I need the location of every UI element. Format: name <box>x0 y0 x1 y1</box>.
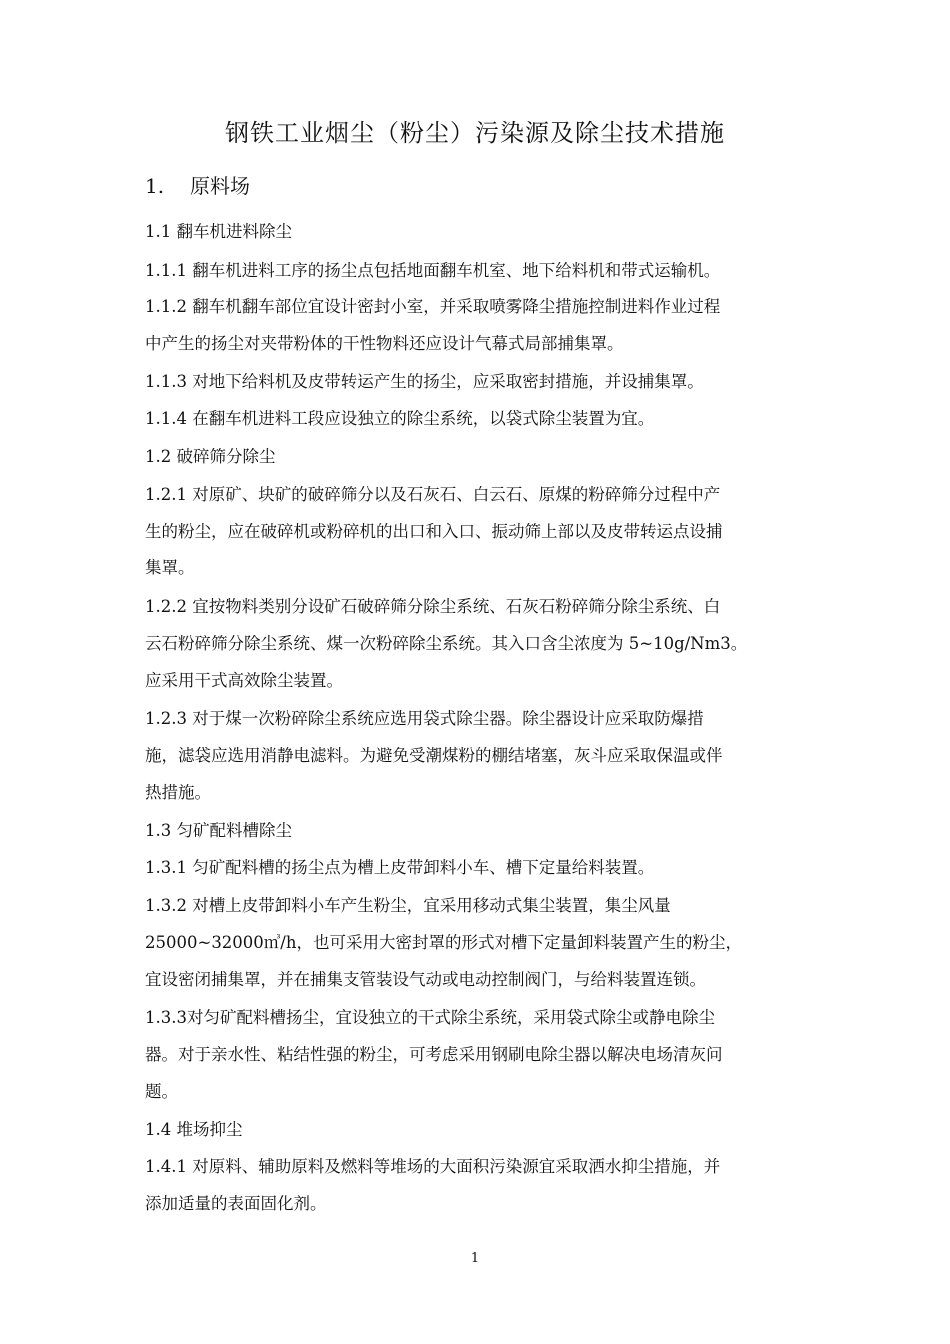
body-line: 1.1.2 翻车机翻车部位宜设计密封小室，并采取喷雾降尘措施控制进料作业过程 <box>145 297 721 316</box>
body-line: 1.1.1 翻车机进料工序的扬尘点包括地面翻车机室、地下给料机和带式运输机。 <box>145 261 721 280</box>
body-line: 1.1 翻车机进料除尘 <box>145 222 292 241</box>
body-line: 1.1.3 对地下给料机及皮带转运产生的扬尘，应采取密封措施，并设捕集罩。 <box>145 372 704 391</box>
body-line: 1.2.2 宜按物料类别分设矿石破碎筛分除尘系统、石灰石粉碎筛分除尘系统、白 <box>145 597 721 616</box>
body-line: 25000~32000㎥/h，也可采用大密封罩的形式对槽下定量卸料装置产生的粉尘， <box>145 933 742 952</box>
body-line: 1.3.1 匀矿配料槽的扬尘点为槽上皮带卸料小车、槽下定量给料装置。 <box>145 858 655 877</box>
page-number: 1 <box>470 1251 480 1266</box>
document-title: 钢铁工业烟尘（粉尘）污染源及除尘技术措施 <box>225 119 725 147</box>
body-line: 1.4 堆场抑尘 <box>145 1120 243 1139</box>
section-heading <box>145 171 250 201</box>
body-line: 1.3.3对匀矿配料槽扬尘，宜设独立的干式除尘系统，采用袋式除尘或静电除尘 <box>145 1008 715 1027</box>
body-line: 添加适量的表面固化剂。 <box>145 1194 327 1213</box>
body-line: 1.2 破碎筛分除尘 <box>145 447 276 466</box>
body-line: 器。对于亲水性、粘结性强的粉尘，可考虑采用钢刷电除尘器以解决电场清灰问 <box>145 1045 723 1064</box>
body-line: 应采用干式高效除尘装置。 <box>145 671 343 690</box>
body-line: 施，滤袋应选用消静电滤料。为避免受潮煤粉的棚结堵塞，灰斗应采取保温或伴 <box>145 746 723 765</box>
body-line: 1.3 匀矿配料槽除尘 <box>145 821 292 840</box>
body-line: 云石粉碎筛分除尘系统、煤一次粉碎除尘系统。其入口含尘浓度为 5~10g/Nm3。 <box>145 634 748 653</box>
body-line: 1.2.3 对于煤一次粉碎除尘系统应选用袋式除尘器。除尘器设计应采取防爆措 <box>145 709 704 728</box>
body-line: 1.2.1 对原矿、块矿的破碎筛分以及石灰石、白云石、原煤的粉碎筛分过程中产 <box>145 485 721 504</box>
body-line: 热措施。 <box>145 783 211 802</box>
body-line: 1.1.4 在翻车机进料工段应设独立的除尘系统，以袋式除尘装置为宜。 <box>145 409 655 428</box>
section-title: 原料场 <box>190 174 250 198</box>
body-line: 1.4.1 对原料、辅助原料及燃料等堆场的大面积污染源宜采取洒水抑尘措施，并 <box>145 1157 721 1176</box>
body-line: 中产生的扬尘对夹带粉体的干性物料还应设计气幕式局部捕集罩。 <box>145 334 624 353</box>
body-line: 宜设密闭捕集罩，并在捕集支管装设气动或电动控制阀门，与给料装置连锁。 <box>145 970 706 989</box>
body-line: 题。 <box>145 1082 178 1101</box>
section-number: 1. <box>145 174 165 198</box>
body-line: 1.3.2 对槽上皮带卸料小车产生粉尘，宜采用移动式集尘装置，集尘风量 <box>145 896 671 915</box>
body-line: 集罩。 <box>145 558 195 577</box>
body-line: 生的粉尘，应在破碎机或粉碎机的出口和入口、振动筛上部以及皮带转运点设捕 <box>145 522 723 541</box>
